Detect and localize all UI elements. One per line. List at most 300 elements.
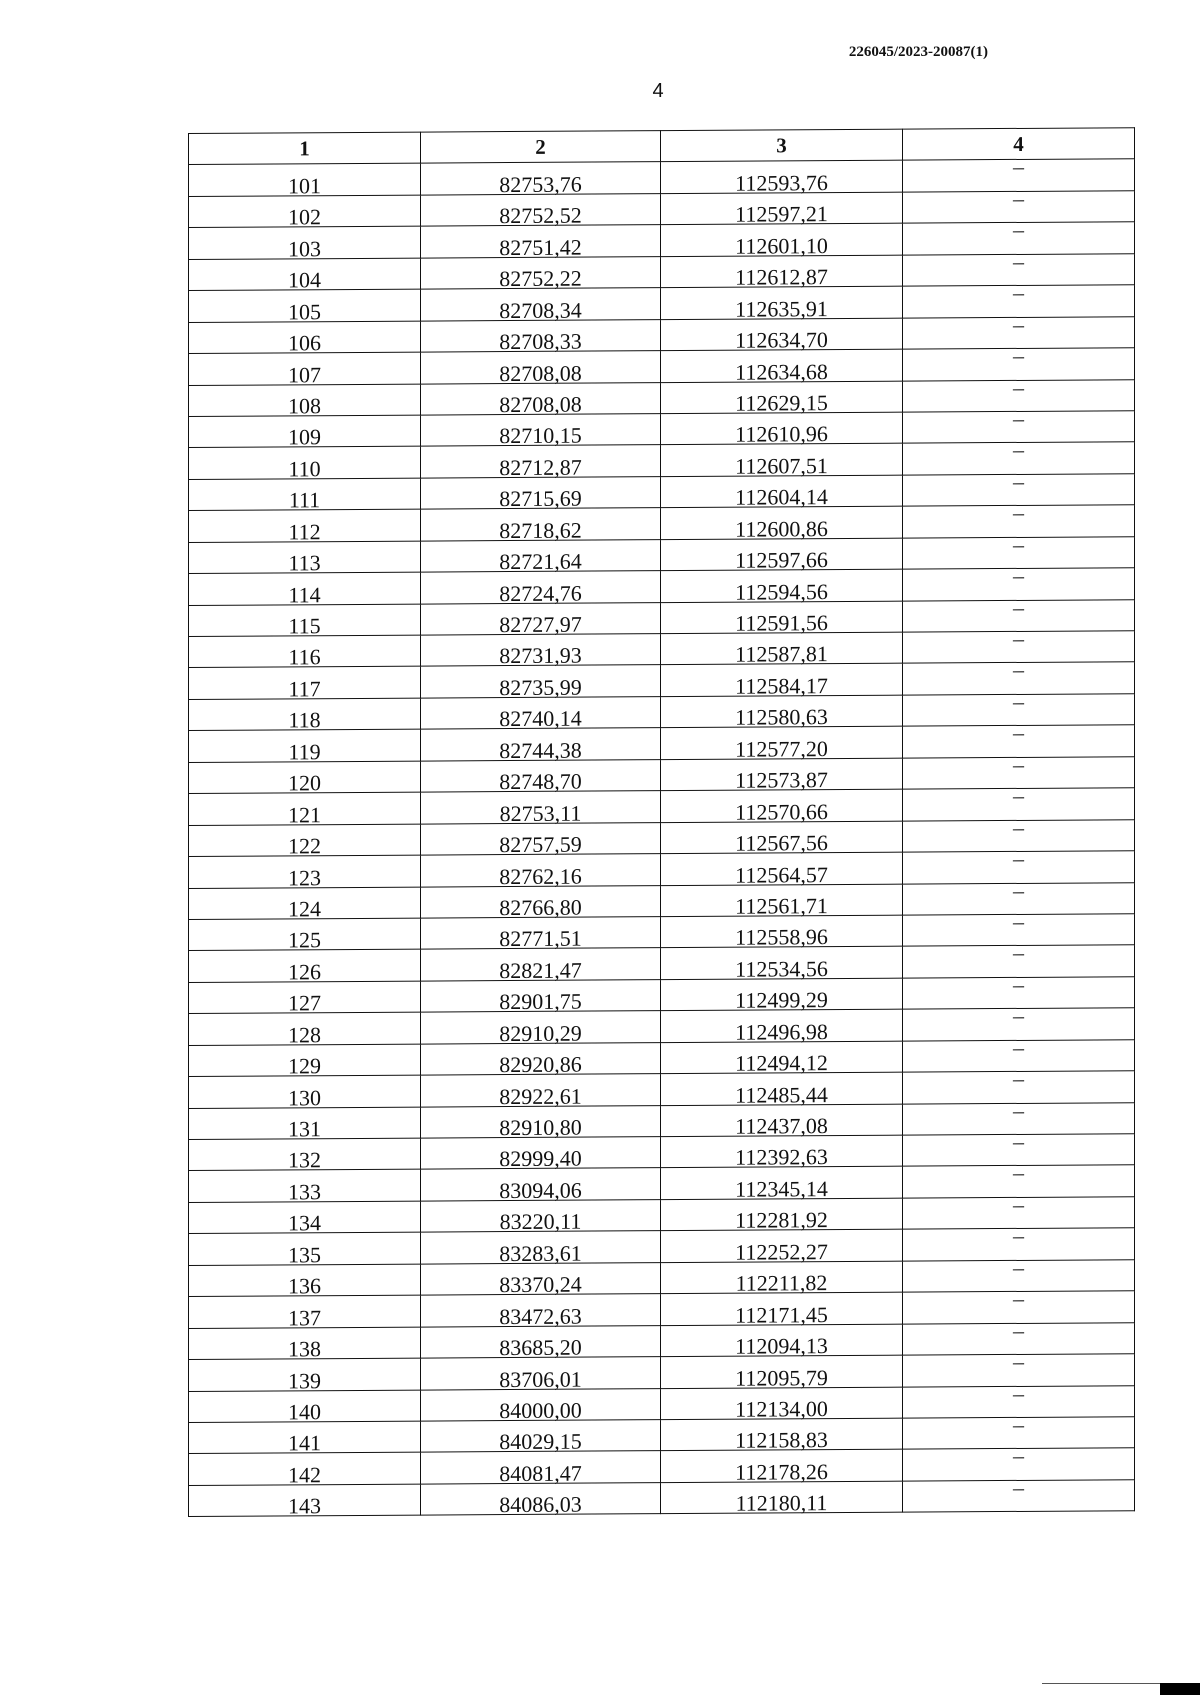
cell-value: – [1013,783,1024,809]
point-number-cell [189,541,421,574]
cell-value: 112612,87 [735,264,828,290]
cell-value: 112558,96 [735,924,828,951]
cell-value: 119 [288,738,321,765]
cell-value: – [1013,1286,1024,1312]
cell-value: – [1013,374,1024,400]
point-number-cell [189,384,421,417]
cell-value: 104 [288,267,321,293]
cell-value: – [1013,405,1024,431]
cell-value: 83220,11 [499,1208,582,1235]
coordinate-cell [661,1481,903,1514]
cell-value: 112597,21 [735,201,828,227]
cell-value: 82740,14 [499,705,582,732]
coordinate-cell [661,569,903,605]
point-number-cell [189,1138,421,1171]
point-number-cell [189,729,421,765]
cell-value: – [1013,1034,1024,1060]
cell-value: 82910,29 [499,1020,582,1046]
cell-value: 112345,14 [735,1175,828,1202]
point-number-cell [189,1107,421,1140]
coordinate-cell [421,1199,661,1235]
coordinate-cell [661,318,903,351]
coordinate-cell [421,1074,661,1107]
coordinate-cell [661,1450,903,1483]
cell-value: 83472,63 [499,1303,582,1329]
point-number-cell [189,918,421,951]
cell-value: 112573,87 [735,767,828,793]
coordinate-cell [421,445,661,478]
point-number-cell [189,981,421,1014]
coordinate-cell [421,1168,661,1201]
cell-value: 82710,15 [499,422,582,449]
cell-value: 83685,20 [499,1334,582,1361]
cell-value: – [1013,1223,1024,1249]
coordinate-cell [661,286,903,322]
point-number-cell [189,164,421,197]
cell-value: 82708,08 [499,360,582,386]
coordinate-cell [661,632,903,668]
cell-value: 112610,96 [735,421,828,448]
cell-value: 112634,70 [735,327,828,353]
point-number-cell [189,855,421,888]
cell-value: – [1013,908,1024,934]
coordinate-cell [421,979,661,1015]
point-number-cell [189,1484,421,1517]
coordinate-cell [661,1229,903,1265]
coordinate-cell [421,508,661,541]
document-id: 226045/2023-20087(1) [848,44,988,60]
cell-value: 84086,03 [499,1491,582,1518]
cell-value: 83094,06 [499,1177,582,1203]
cell-value: – [1013,814,1024,840]
cell-value: 111 [288,487,321,513]
cell-value: – [1013,1003,1024,1029]
cell-value: – [1013,311,1024,337]
point-number-cell [189,1327,421,1360]
cell-value: 112180,11 [735,1490,828,1516]
coordinate-cell [661,1355,903,1391]
cell-value: – [1013,1411,1024,1437]
cell-value: 82721,64 [499,548,582,575]
point-number-cell [189,1390,421,1423]
point-number-cell [189,761,421,794]
cell-value: 82748,70 [499,768,582,795]
point-number-cell [189,792,421,828]
cell-value: – [1013,877,1024,903]
point-number-cell [189,1421,421,1454]
coordinate-cell [421,728,661,761]
coordinate-cell [661,947,903,980]
cell-value: 82751,42 [499,234,582,260]
cell-value: 112252,27 [735,1238,828,1265]
coordinate-cell [421,193,661,229]
cell-value: 84081,47 [499,1460,582,1486]
cell-value: 84000,00 [499,1397,582,1424]
cell-value: 82762,16 [499,863,582,889]
coordinate-cell [661,1104,903,1137]
cell-value: 82708,33 [499,328,582,355]
point-number-cell [189,509,421,545]
coordinate-cell [421,1388,661,1424]
cell-value: 120 [288,770,321,796]
coordinate-cell [421,1105,661,1141]
cell-value: 112 [288,518,321,545]
cell-value: – [1013,468,1024,494]
cell-value: 83370,24 [499,1271,582,1298]
point-number-cell [189,604,421,637]
point-number-cell [189,949,421,985]
cell-value: 112629,15 [735,390,828,416]
coordinate-cell [421,571,661,604]
cell-value: 129 [288,1053,321,1079]
column-header: 2 [421,131,661,164]
coordinate-cell [661,538,903,571]
column-header: 3 [661,129,903,162]
coordinate-cell [421,1482,661,1518]
coordinate-cell [421,885,661,921]
cell-value: – [1013,1097,1024,1123]
cell-value: 112570,66 [735,798,828,825]
point-number-cell [189,667,421,700]
cell-value: 82753,76 [499,171,582,197]
point-number-cell [189,1012,421,1048]
point-number-cell [189,698,421,731]
point-number-cell [189,1232,421,1268]
cell-value: – [1013,217,1024,243]
cell-value: 101 [288,173,321,199]
cell-value: 112485,44 [735,1081,828,1108]
coordinate-cell [421,1262,661,1298]
cell-value: 112281,92 [735,1207,828,1233]
cell-value: 114 [288,581,321,607]
cell-value: 82922,61 [499,1083,582,1109]
point-number-cell [189,321,421,354]
cell-value: – [1013,531,1024,557]
coordinate-cell [421,948,661,981]
cell-value: 82712,87 [499,454,582,480]
cell-value: 112392,63 [735,1144,828,1171]
cell-value: 103 [288,235,321,262]
cell-value: 107 [288,361,321,387]
point-number-cell [189,1044,421,1077]
column-header: 4 [903,128,1135,161]
cell-value: 82715,69 [499,485,582,512]
coordinate-cell [421,256,661,292]
cell-value: 82757,59 [499,831,582,858]
coordinate-cell [421,1137,661,1170]
coordinate-cell [661,349,903,385]
cell-value: 137 [288,1304,321,1331]
cell-value: 112580,63 [735,704,828,730]
point-number-cell [189,1201,421,1234]
cell-value: – [1013,280,1024,306]
coordinate-cell [421,759,661,795]
coordinate-cell [421,822,661,858]
cell-value: 123 [288,864,321,890]
cell-value: 122 [288,833,321,859]
cell-value: 82727,97 [499,611,582,638]
cell-value: – [1013,1160,1024,1186]
point-number-cell [189,352,421,385]
cell-value: 125 [288,927,321,953]
point-number-cell [189,258,421,291]
coordinate-cell [661,664,903,697]
cell-value: – [1013,845,1024,872]
cell-value: – [1013,1443,1024,1469]
coordinate-cell [421,602,661,638]
coordinate-cell [421,319,661,355]
coordinate-cell [661,726,903,762]
cell-value: 133 [288,1179,321,1205]
coordinate-cell [661,1167,903,1200]
cell-value: 112496,98 [735,1018,828,1045]
cell-value: 83706,01 [499,1366,582,1392]
point-number-cell [189,226,421,262]
coordinate-cell [661,475,903,508]
cell-value: 112178,26 [735,1458,828,1485]
coordinate-cell [421,1451,661,1484]
cell-value: 116 [288,644,321,670]
cell-value: 112437,08 [735,1113,828,1139]
cell-value: 121 [288,801,321,828]
cell-value: 112593,76 [735,169,828,196]
coordinate-cell [421,1420,661,1453]
cell-value: 132 [288,1147,321,1173]
cell-value: 112634,68 [735,358,828,385]
cell-value: 82708,08 [499,391,582,418]
cell-value: – [1013,1066,1024,1092]
cell-value: 102 [288,204,321,230]
coordinate-cell [661,758,903,791]
cell-value: 112134,00 [735,1396,828,1422]
page-number: 4 [652,80,664,102]
cell-value: – [1013,1348,1024,1375]
coordinate-cell [661,1387,903,1420]
coordinate-cell [421,1042,661,1078]
cell-value: 82724,76 [499,580,582,606]
cell-value: 112567,56 [735,830,828,856]
coordinate-cell [661,192,903,225]
cell-value: 134 [288,1210,321,1236]
point-number-cell [189,478,421,511]
cell-value: 112534,56 [735,955,828,982]
point-number-cell [189,1264,421,1297]
cell-value: – [1013,1317,1024,1343]
cell-value: 140 [288,1399,321,1425]
cell-value: – [1013,971,1024,997]
cell-value: 112499,29 [735,987,828,1013]
cell-value: 115 [288,613,321,639]
cell-value: 112635,91 [735,295,828,322]
scan-corner-mark [1160,1683,1200,1695]
coordinate-cell [661,852,903,888]
coordinate-cell [421,288,661,321]
cell-value: 112584,17 [735,672,828,699]
cell-value: 82708,34 [499,297,582,323]
cell-value: 112594,56 [735,578,828,605]
coordinate-cell [661,915,903,951]
point-number-cell [189,572,421,605]
cell-value: 82766,80 [499,894,582,921]
coordinates-table [188,127,1135,1517]
coordinate-cell [661,506,903,542]
cell-value: 112158,83 [735,1427,828,1454]
cell-value: 82718,62 [499,517,582,543]
coordinate-cell [661,821,903,854]
cell-value: 126 [288,959,321,985]
coordinate-cell [421,162,661,195]
cell-value: 131 [288,1116,321,1142]
cell-value: 82752,52 [499,202,582,229]
cell-value: 108 [288,393,321,419]
coordinate-cell [661,1324,903,1357]
cell-value: 128 [288,1021,321,1048]
point-number-cell [189,824,421,857]
coordinate-cell [421,1294,661,1327]
cell-value: – [1013,437,1024,463]
coordinate-cell [421,539,661,575]
cell-value: 82920,86 [499,1051,582,1078]
coordinate-cell [661,1135,903,1171]
cell-value: 142 [288,1462,321,1488]
cell-value: 82999,40 [499,1146,582,1172]
cell-value: 82901,75 [499,988,582,1015]
cell-value: 112601,10 [735,232,828,259]
coordinate-cell [661,1261,903,1294]
coordinate-cell [421,854,661,887]
coordinate-cell [661,884,903,917]
cell-value: – [1013,940,1024,966]
cell-value: 82744,38 [499,737,582,763]
cell-value: 117 [288,676,321,702]
point-number-cell [189,415,421,448]
cell-value: 141 [288,1430,321,1456]
cell-value: 112591,56 [735,610,828,636]
point-number-cell [189,446,421,482]
cell-value: 112171,45 [735,1301,828,1328]
cell-value: 112597,66 [735,547,828,573]
column-header: 1 [189,132,421,165]
coordinate-cell [661,1009,903,1045]
cell-value: – [1013,154,1024,180]
cell-value: – [1013,1128,1024,1154]
cell-value: 112211,82 [735,1270,828,1296]
cell-value: 130 [288,1084,321,1110]
cell-value: 82735,99 [499,674,582,700]
coordinate-cell [421,351,661,384]
point-number-cell [189,289,421,325]
point-number-cell [189,1358,421,1391]
cell-value: 112561,71 [735,893,828,919]
cell-value: 82910,80 [499,1114,582,1141]
cell-value: – [1013,1191,1024,1217]
cell-value: 82731,93 [499,643,582,669]
cell-value: – [1013,248,1024,274]
coordinate-cell [421,414,661,447]
coordinate-cell [421,634,661,667]
cell-value: 82771,51 [499,925,582,952]
coordinate-cell [661,255,903,288]
cell-value: – [1013,500,1024,526]
dash-cell [903,1474,1135,1513]
cell-value: – [1013,657,1024,683]
cell-value: 84029,15 [499,1428,582,1455]
cell-value: – [1013,1254,1024,1280]
cell-value: 112600,86 [735,515,828,542]
point-number-cell [189,1075,421,1108]
cell-value: 113 [288,550,321,576]
point-number-cell [189,635,421,668]
cell-value: 82821,47 [499,957,582,983]
coordinate-cell [421,1357,661,1390]
cell-value: – [1013,1380,1024,1406]
coordinate-cell [421,696,661,732]
cell-value: – [1013,751,1024,777]
cell-value: 136 [288,1273,321,1299]
coordinates-table-wrapper [188,127,1134,1517]
cell-value: 112607,51 [735,452,828,479]
cell-value: 110 [288,456,321,482]
point-number-cell [189,1452,421,1488]
cell-value: 138 [288,1336,321,1362]
cell-value: 139 [288,1367,321,1393]
cell-value: – [1013,342,1024,369]
cell-value: 112095,79 [735,1364,828,1391]
coordinate-cell [661,1418,903,1454]
cell-value: 82752,22 [499,265,582,292]
coordinate-cell [421,1231,661,1264]
cell-value: 112564,57 [735,861,828,888]
coordinate-cell [661,381,903,414]
coordinate-cell [421,476,661,512]
cell-value: – [1013,594,1024,620]
coordinate-cell [661,601,903,634]
cell-value: 124 [288,896,321,922]
coordinate-cell [661,161,903,194]
point-number-cell [189,1170,421,1203]
coordinate-cell [661,789,903,825]
cell-value: 83283,61 [499,1240,582,1266]
cell-value: 112587,81 [735,641,828,668]
coordinate-cell [421,382,661,418]
coordinate-cell [661,223,903,259]
cell-value: – [1013,185,1024,211]
cell-value: – [1013,563,1024,589]
coordinate-cell [421,665,661,698]
table-body [189,154,1135,1519]
cell-value: 127 [288,990,321,1016]
table-row [189,1480,1135,1517]
point-number-cell [189,1295,421,1331]
cell-value: – [1013,1474,1024,1500]
cell-value: 109 [288,424,321,450]
cell-value: 82753,11 [499,800,582,826]
coordinate-cell [661,412,903,448]
coordinate-cell [661,1292,903,1328]
coordinate-cell [421,917,661,950]
coordinate-cell [421,791,661,824]
coordinate-cell [661,695,903,728]
coordinate-cell [421,1325,661,1361]
cell-value: 112577,20 [735,735,828,762]
coordinate-cell [661,1041,903,1074]
cell-value: 106 [288,330,321,356]
cell-value: 112494,12 [735,1050,828,1076]
cell-value: 135 [288,1241,321,1268]
coordinate-cell [661,1072,903,1108]
cell-value: – [1013,625,1024,651]
point-number-cell [189,195,421,228]
